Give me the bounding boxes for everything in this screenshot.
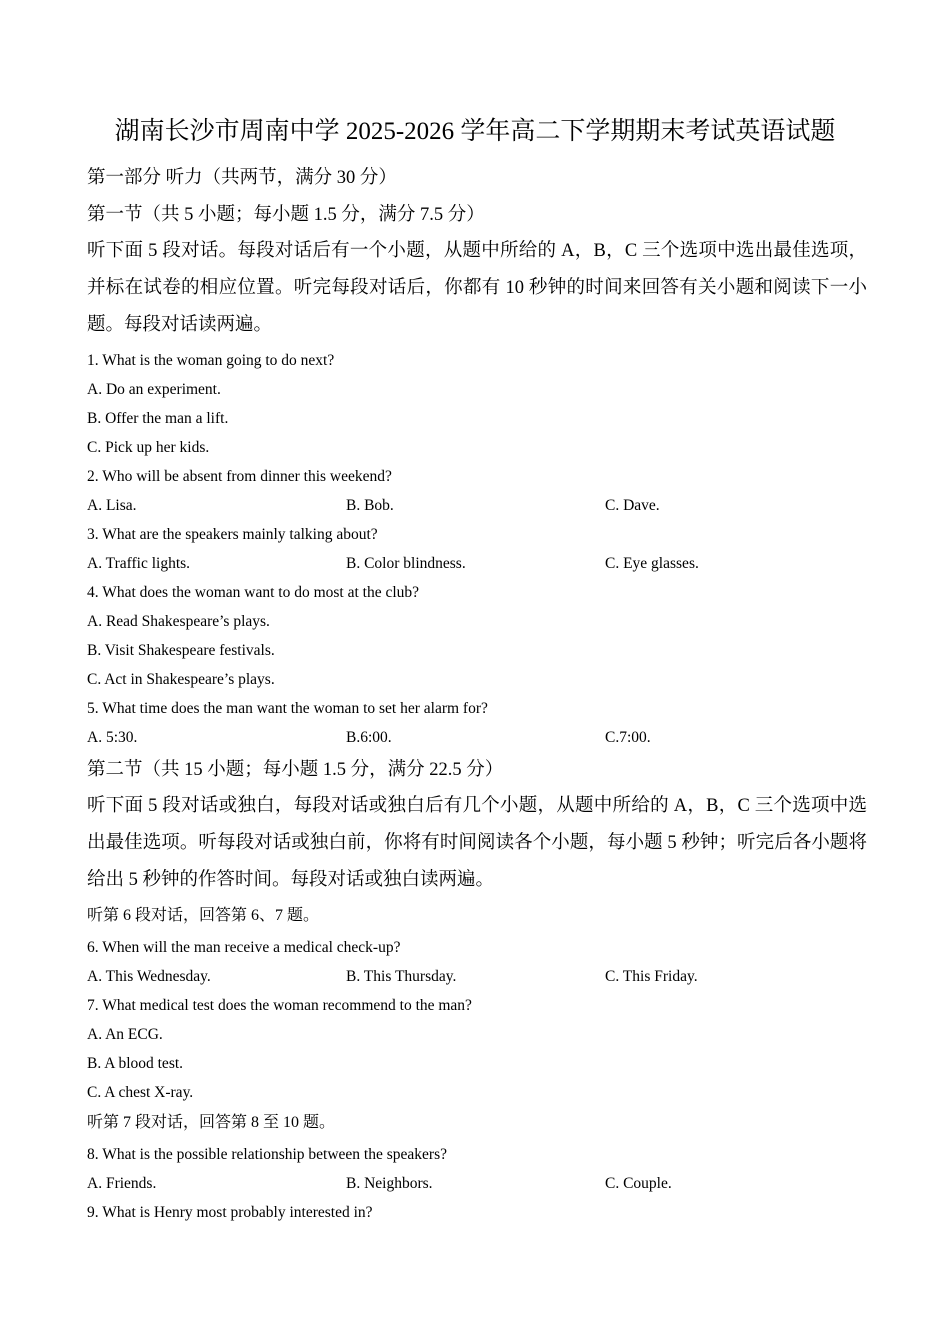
question-6-option-b: B. This Thursday. bbox=[346, 968, 457, 985]
question-1-option-a: A. Do an experiment. bbox=[87, 381, 221, 398]
question-3-option-b: B. Color blindness. bbox=[346, 555, 466, 572]
question-7: 7. What medical test does the woman recommend to the man? bbox=[87, 997, 472, 1014]
question-6-option-c: C. This Friday. bbox=[605, 968, 698, 985]
page-title: 湖南长沙市周南中学 2025-2026 学年高二下学期期末考试英语试题 bbox=[114, 118, 836, 145]
question-3-options bbox=[87, 553, 867, 575]
question-5-option-b: B.6:00. bbox=[346, 729, 392, 746]
question-4-option-c: C. Act in Shakespeare’s plays. bbox=[87, 671, 275, 688]
question-2-option-b: B. Bob. bbox=[346, 497, 394, 514]
question-6-option-a: A. This Wednesday. bbox=[87, 968, 211, 985]
section1-instructions: 听下面 5 段对话。每段对话后有一个小题，从题中所给的 A，B，C 三个选项中选出最佳选项，并标在试卷的相应位置。听完每段对话后，你都有 10 秒钟的时间来回答有关小题和阅读下一小题。每段对话读两遍。 bbox=[87, 241, 867, 335]
section2-instructions: 听下面 5 段对话或独白，每段对话或独白后有几个小题，从题中所给的 A，B，C 三个选项中选出最佳选项。听每段对话或独白前，你将有时间阅读各个小题，每小题 5 秒钟；听完后各小题将给出 5 秒钟的作答时间。每段对话或独白读两遍。 bbox=[87, 796, 867, 890]
question-4-option-a: A. Read Shakespeare’s plays. bbox=[87, 613, 270, 630]
question-6: 6. When will the man receive a medical check-up? bbox=[87, 939, 401, 956]
dialog-7-intro: 听第 7 段对话，回答第 8 至 10 题。 bbox=[87, 1114, 336, 1131]
question-5-options bbox=[87, 727, 867, 749]
question-8-options bbox=[87, 1173, 867, 1195]
question-8-option-a: A. Friends. bbox=[87, 1175, 157, 1192]
question-7-option-c: C. A chest X-ray. bbox=[87, 1084, 194, 1101]
question-7-option-a: A. An ECG. bbox=[87, 1026, 163, 1043]
question-3-option-a: A. Traffic lights. bbox=[87, 555, 191, 572]
section1-heading: 第一节（共 5 小题；每小题 1.5 分，满分 7.5 分） bbox=[87, 205, 485, 225]
question-3: 3. What are the speakers mainly talking about? bbox=[87, 526, 378, 543]
question-8-option-c: C. Couple. bbox=[605, 1175, 672, 1192]
section2-heading: 第二节（共 15 小题；每小题 1.5 分，满分 22.5 分） bbox=[87, 760, 504, 780]
question-9: 9. What is Henry most probably interested in? bbox=[87, 1204, 373, 1221]
question-1-option-c: C. Pick up her kids. bbox=[87, 439, 210, 456]
question-8-option-b: B. Neighbors. bbox=[346, 1175, 433, 1192]
question-8: 8. What is the possible relationship between the speakers? bbox=[87, 1146, 447, 1163]
question-5: 5. What time does the man want the woman to set her alarm for? bbox=[87, 700, 488, 717]
question-1-option-b: B. Offer the man a lift. bbox=[87, 410, 229, 427]
question-2-option-c: C. Dave. bbox=[605, 497, 660, 514]
part1-heading: 第一部分 听力（共两节，满分 30 分） bbox=[87, 168, 397, 188]
question-5-option-c: C.7:00. bbox=[605, 729, 651, 746]
question-2-options bbox=[87, 495, 867, 517]
question-5-option-a: A. 5:30. bbox=[87, 729, 138, 746]
question-2-option-a: A. Lisa. bbox=[87, 497, 137, 514]
question-3-option-c: C. Eye glasses. bbox=[605, 555, 699, 572]
question-4: 4. What does the woman want to do most at the club? bbox=[87, 584, 420, 601]
question-7-option-b: B. A blood test. bbox=[87, 1055, 184, 1072]
question-1: 1. What is the woman going to do next? bbox=[87, 352, 335, 369]
dialog-6-intro: 听第 6 段对话，回答第 6、7 题。 bbox=[87, 907, 320, 924]
question-2: 2. Who will be absent from dinner this weekend? bbox=[87, 468, 392, 485]
question-4-option-b: B. Visit Shakespeare festivals. bbox=[87, 642, 275, 659]
question-6-options bbox=[87, 966, 867, 988]
